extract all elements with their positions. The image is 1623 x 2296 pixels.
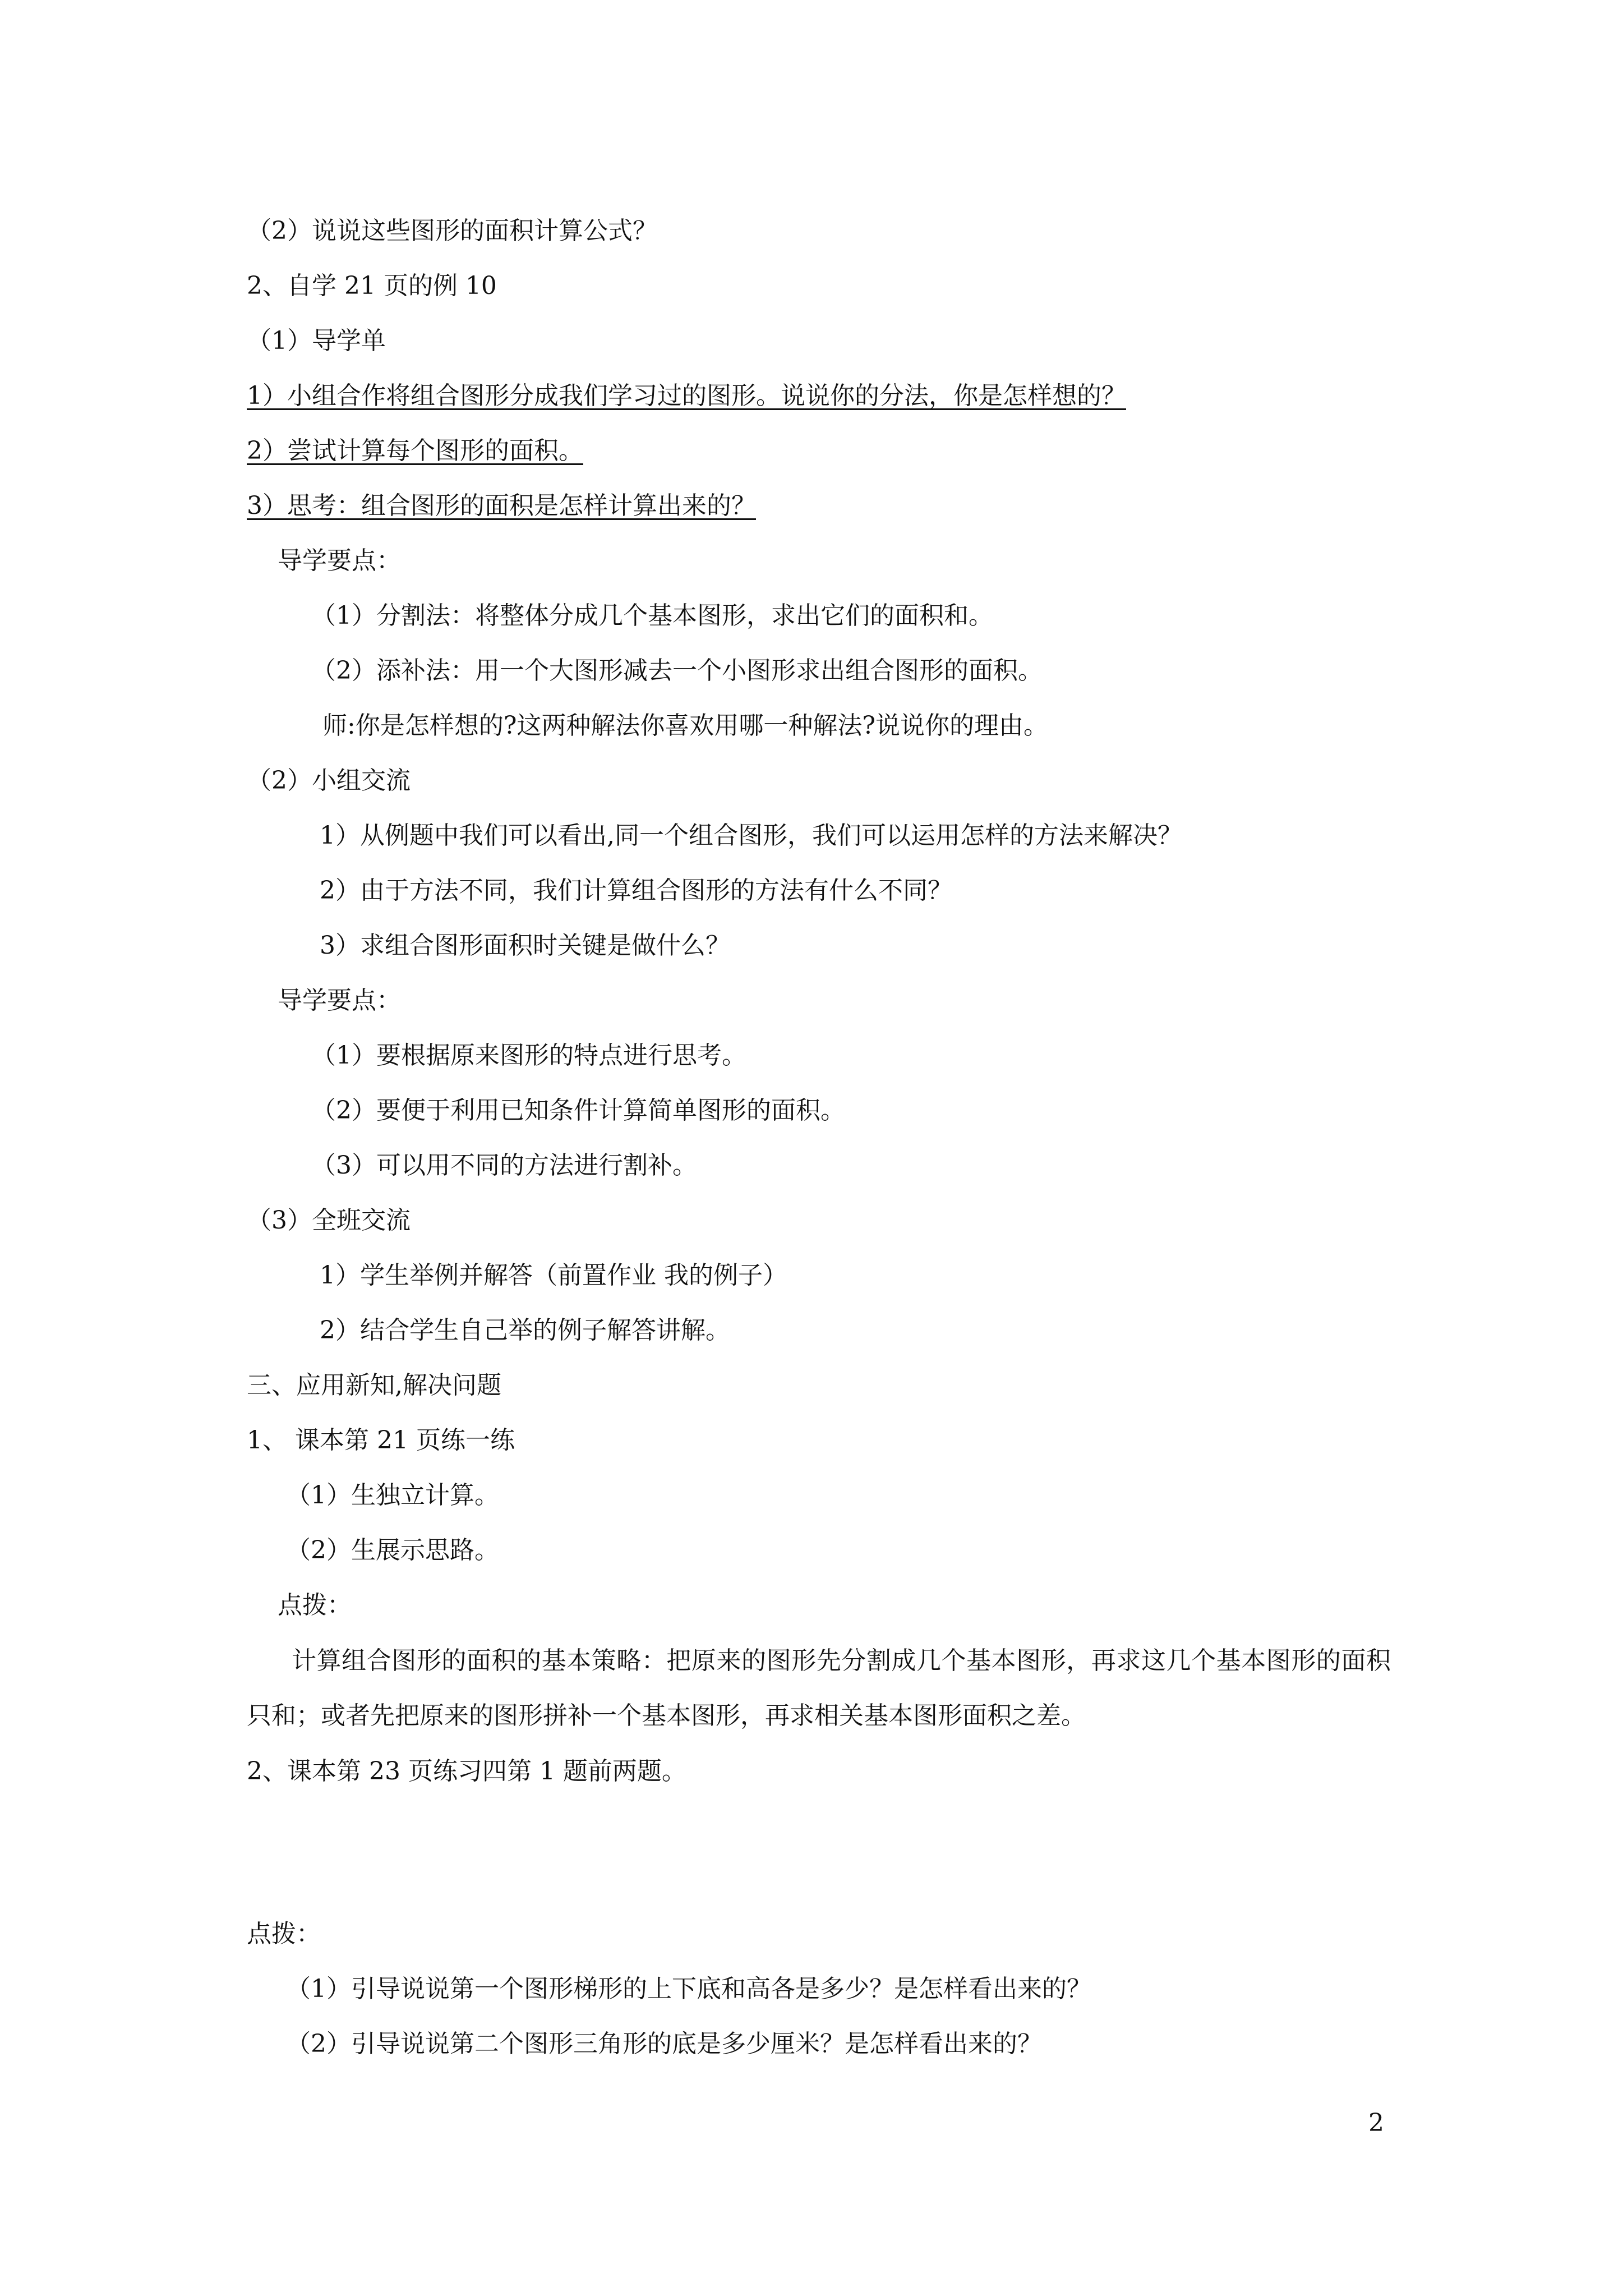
text-line-24: （1）生独立计算。: [286, 1481, 499, 1510]
text-line-5-underlined: 2）尝试计算每个图形的面积。: [247, 436, 583, 465]
text-line-21: 2）结合学生自己举的例子解答讲解。: [320, 1316, 730, 1345]
text-line-7-heading: 导学要点：: [278, 546, 401, 575]
text-line-1: （2）说说这些图形的面积计算公式？: [247, 217, 657, 245]
text-line-30: （1）引导说说第一个图形梯形的上下底和高各是多少？是怎样看出来的？: [286, 1975, 1091, 2003]
text-line-9: （2）添补法：用一个大图形减去一个小图形求出组合图形的面积。: [311, 656, 1043, 685]
section-heading: 三、应用新知,解决问题: [247, 1371, 501, 1400]
text-line-23: 1、 课本第 21 页练一练: [247, 1426, 515, 1455]
text-line-2: 2、自学 21 页的例 10: [247, 272, 497, 300]
text-line-29-heading: 点拨：: [247, 1920, 321, 1948]
text-line-19: （3）全班交流: [247, 1206, 411, 1235]
text-line-25: （2）生展示思路。: [286, 1536, 499, 1565]
text-line-31: （2）引导说说第二个图形三角形的底是多少厘米？是怎样看出来的？: [286, 2030, 1042, 2058]
text-line-8: （1）分割法：将整体分成几个基本图形，求出它们的面积和。: [311, 601, 993, 630]
text-line-3: （1）导学单: [247, 326, 386, 355]
text-line-6-underlined: 3）思考：组合图形的面积是怎样计算出来的？: [247, 491, 756, 520]
text-line-13: 2）由于方法不同，我们计算组合图形的方法有什么不同？: [320, 876, 952, 905]
text-line-11: （2）小组交流: [247, 766, 411, 795]
text-line-17: （2）要便于利用已知条件计算简单图形的面积。: [311, 1096, 845, 1125]
text-line-16: （1）要根据原来图形的特点进行思考。: [311, 1041, 746, 1070]
text-line-26-heading: 点拨：: [278, 1591, 352, 1619]
text-line-14: 3）求组合图形面积时关键是做什么？: [320, 931, 730, 960]
text-line-18: （3）可以用不同的方法进行割补。: [311, 1151, 697, 1180]
strategy-paragraph: 计算组合图形的面积的基本策略：把原来的图形先分割成几个基本图形，再求这几个基本图形的面积只和；或者先把原来的图形拼补一个基本图形，再求相关基本图形面积之差。: [247, 1646, 1391, 1730]
text-line-12: 1）从例题中我们可以看出,同一个组合图形，我们可以运用怎样的方法来解决？: [320, 821, 1182, 850]
text-line-10: 师:你是怎样想的?这两种解法你喜欢用哪一种解法?说说你的理由。: [322, 711, 1049, 740]
text-line-15-heading: 导学要点：: [278, 986, 401, 1015]
text-line-28: 2、课本第 23 页练习四第 1 题前两题。: [247, 1757, 686, 1786]
text-line-4-underlined: 1）小组合作将组合图形分成我们学习过的图形。说说你的分法，你是怎样想的？: [247, 381, 1126, 410]
text-line-20: 1）学生举例并解答（前置作业 我的例子）: [320, 1261, 787, 1290]
page-number: 2: [1368, 2109, 1384, 2137]
